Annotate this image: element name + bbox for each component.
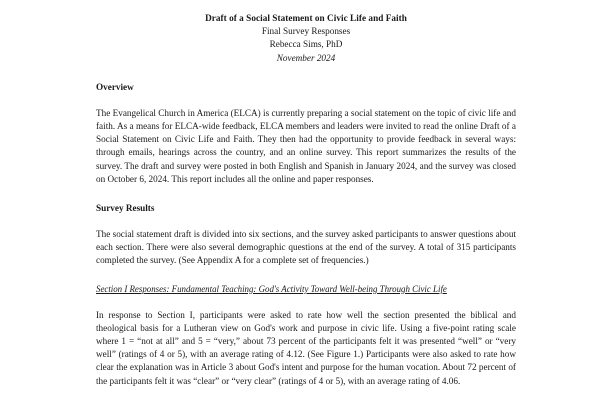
heading-section-one: Section I Responses: Fundamental Teaching: God's Activity Toward Well-being Through Civic Life — [96, 283, 447, 294]
document-date: November 2024 — [276, 52, 336, 63]
document-title: Draft of a Social Statement on Civic Life and Faith — [205, 13, 407, 23]
document-subtitle: Final Survey Responses — [261, 26, 351, 37]
heading-overview: Overview — [96, 81, 134, 92]
heading-survey-results: Survey Results — [96, 202, 155, 213]
paragraph-overview: The Evangelical Church in America (ELCA) is currently preparing a social statement on the topic of civic life and faith. As a means for ELCA-wide feedback, ELCA members and leaders were invited to read the online Draft of a Social Statement on Civic Life and Faith. They then had the opportunity to provide feedback in several ways: through emails, hearings across the country, and an online survey. This report summarizes the results of the survey. The draft and survey were posted in both English and Spanish in January 2024, and the survey was closed on October 6, 2024. This report includes all the online and paper responses. — [96, 108, 516, 184]
document-author: Rebecca Sims, PhD — [269, 39, 343, 50]
paragraph-section-one: In response to Section I, participants were asked to rate how well the section presented the biblical and theological basis for a Lutheran view on God's work and purpose in civic life. Using a five-point rating scale where 1 = “not at all” and 5 = “very,” about 73 percent of the participants felt it was presented “well” or “very well” (ratings of 4 or 5), with an average rating of 4.12. (See Figure 1.) Participants were also asked to rate how clear the explanation was in Article 3 about God's intent and purpose for the human vocation. About 72 percent of the participants felt it was “clear” or “very clear” (ratings of 4 or 5), with an average rating of 4.06. — [96, 309, 516, 386]
paragraph-survey-results: The social statement draft is divided into six sections, and the survey asked participants to answer questions about each section. There were also several demographic questions at the end of the survey. A total of 315 participants completed the survey. (See Appendix A for a complete set of frequencies.) — [96, 229, 516, 266]
title-block — [96, 12, 516, 65]
document-content — [96, 12, 516, 388]
